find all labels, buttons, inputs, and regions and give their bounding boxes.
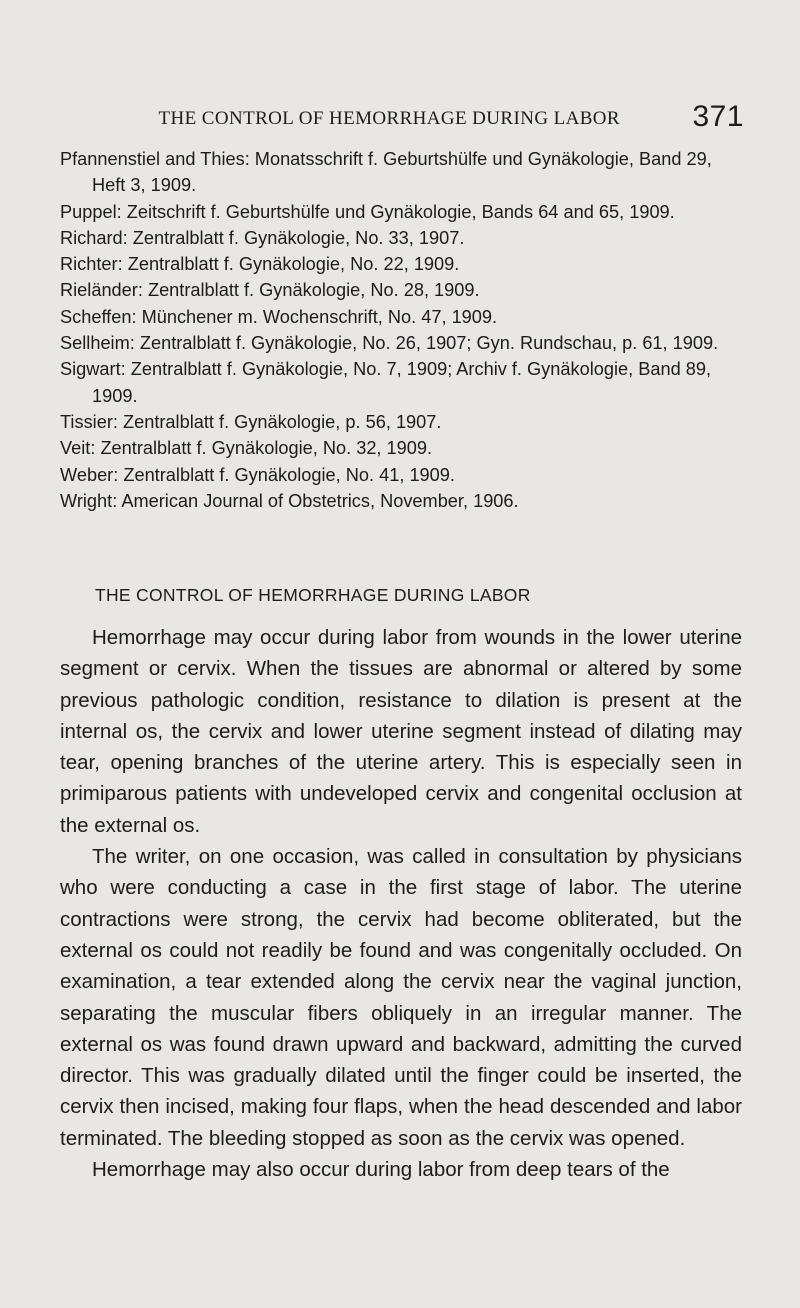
reference-item: Puppel: Zeitschrift f. Geburtshülfe und Gynäkologie, Bands 64 and 65, 1909. xyxy=(60,201,675,222)
reference-item: Weber: Zentralblatt f. Gynäkologie, No. 41, 1909. xyxy=(60,464,455,485)
reference-item: Richter: Zentralblatt f. Gynäkologie, No. 22, 1909. xyxy=(60,254,460,275)
reference-item: Scheffen: Münchener m. Wochenschrift, No. 47, 1909. xyxy=(60,306,498,327)
reference-item: Sellheim: Zentralblatt f. Gynäkologie, No. 26, 1907; Gyn. Rundschau, p. 61, 1909. xyxy=(60,333,719,354)
paragraph: The writer, on one occasion, was called in consultation by physicians who were conducting a case in the first stage of labor. The uterine contractions were strong, the cervix had become obliterated, but the external os could not readily be found and was congenitally occluded. On examination, a tear extended along the cervix near the vaginal junction, separating the muscular fibers obliquely in an irregular manner. The external os was found drawn upward and backward, admitting the curved director. This was gradually dilated until the finger could be inserted, the cervix then incised, making four flaps, when the head descended and labor terminated. The bleeding stopped as soon as the cervix was opened. xyxy=(60,845,742,1150)
reference-item: Sigwart: Zentralblatt f. Gynäkologie, No. 7, 1909; Archiv f. Gynäkologie, Band 89, 1909. xyxy=(60,359,712,406)
reference-list xyxy=(60,146,750,514)
running-header xyxy=(60,100,744,133)
reference-item: Veit: Zentralblatt f. Gynäkologie, No. 32, 1909. xyxy=(60,438,433,459)
running-title: THE CONTROL OF HEMORRHAGE DURING LABOR xyxy=(158,108,620,129)
reference-item: Rieländer: Zentralblatt f. Gynäkologie, No. 28, 1909. xyxy=(60,280,480,301)
reference-item: Tissier: Zentralblatt f. Gynäkologie, p. 56, 1907. xyxy=(60,411,442,432)
reference-item: Richard: Zentralblatt f. Gynäkologie, No. 33, 1907. xyxy=(60,227,465,248)
section-heading: THE CONTROL OF HEMORRHAGE DURING LABOR xyxy=(95,585,531,605)
reference-item: Pfannenstiel and Thies: Monatsschrift f. Geburtshülfe und Gynäkologie, Band 29, Heft 3, 1909. xyxy=(60,149,712,196)
paragraph: Hemorrhage may occur during labor from wounds in the lower uterine segment or cervix. When the tissues are abnormal or altered by some previous pathologic condition, resistance to dilation is present at the internal os, the cervix and lower uterine segment instead of dilating may tear, opening branches of the uterine artery. This is especially seen in primiparous patients with undeveloped cervix and congenital occlusion at the external os. xyxy=(60,626,742,837)
page-number: 371 xyxy=(692,100,744,133)
body-text xyxy=(60,622,742,1185)
reference-item: Wright: American Journal of Obstetrics, November, 1906. xyxy=(60,490,519,511)
paragraph: Hemorrhage may also occur during labor from deep tears of the xyxy=(92,1158,670,1182)
